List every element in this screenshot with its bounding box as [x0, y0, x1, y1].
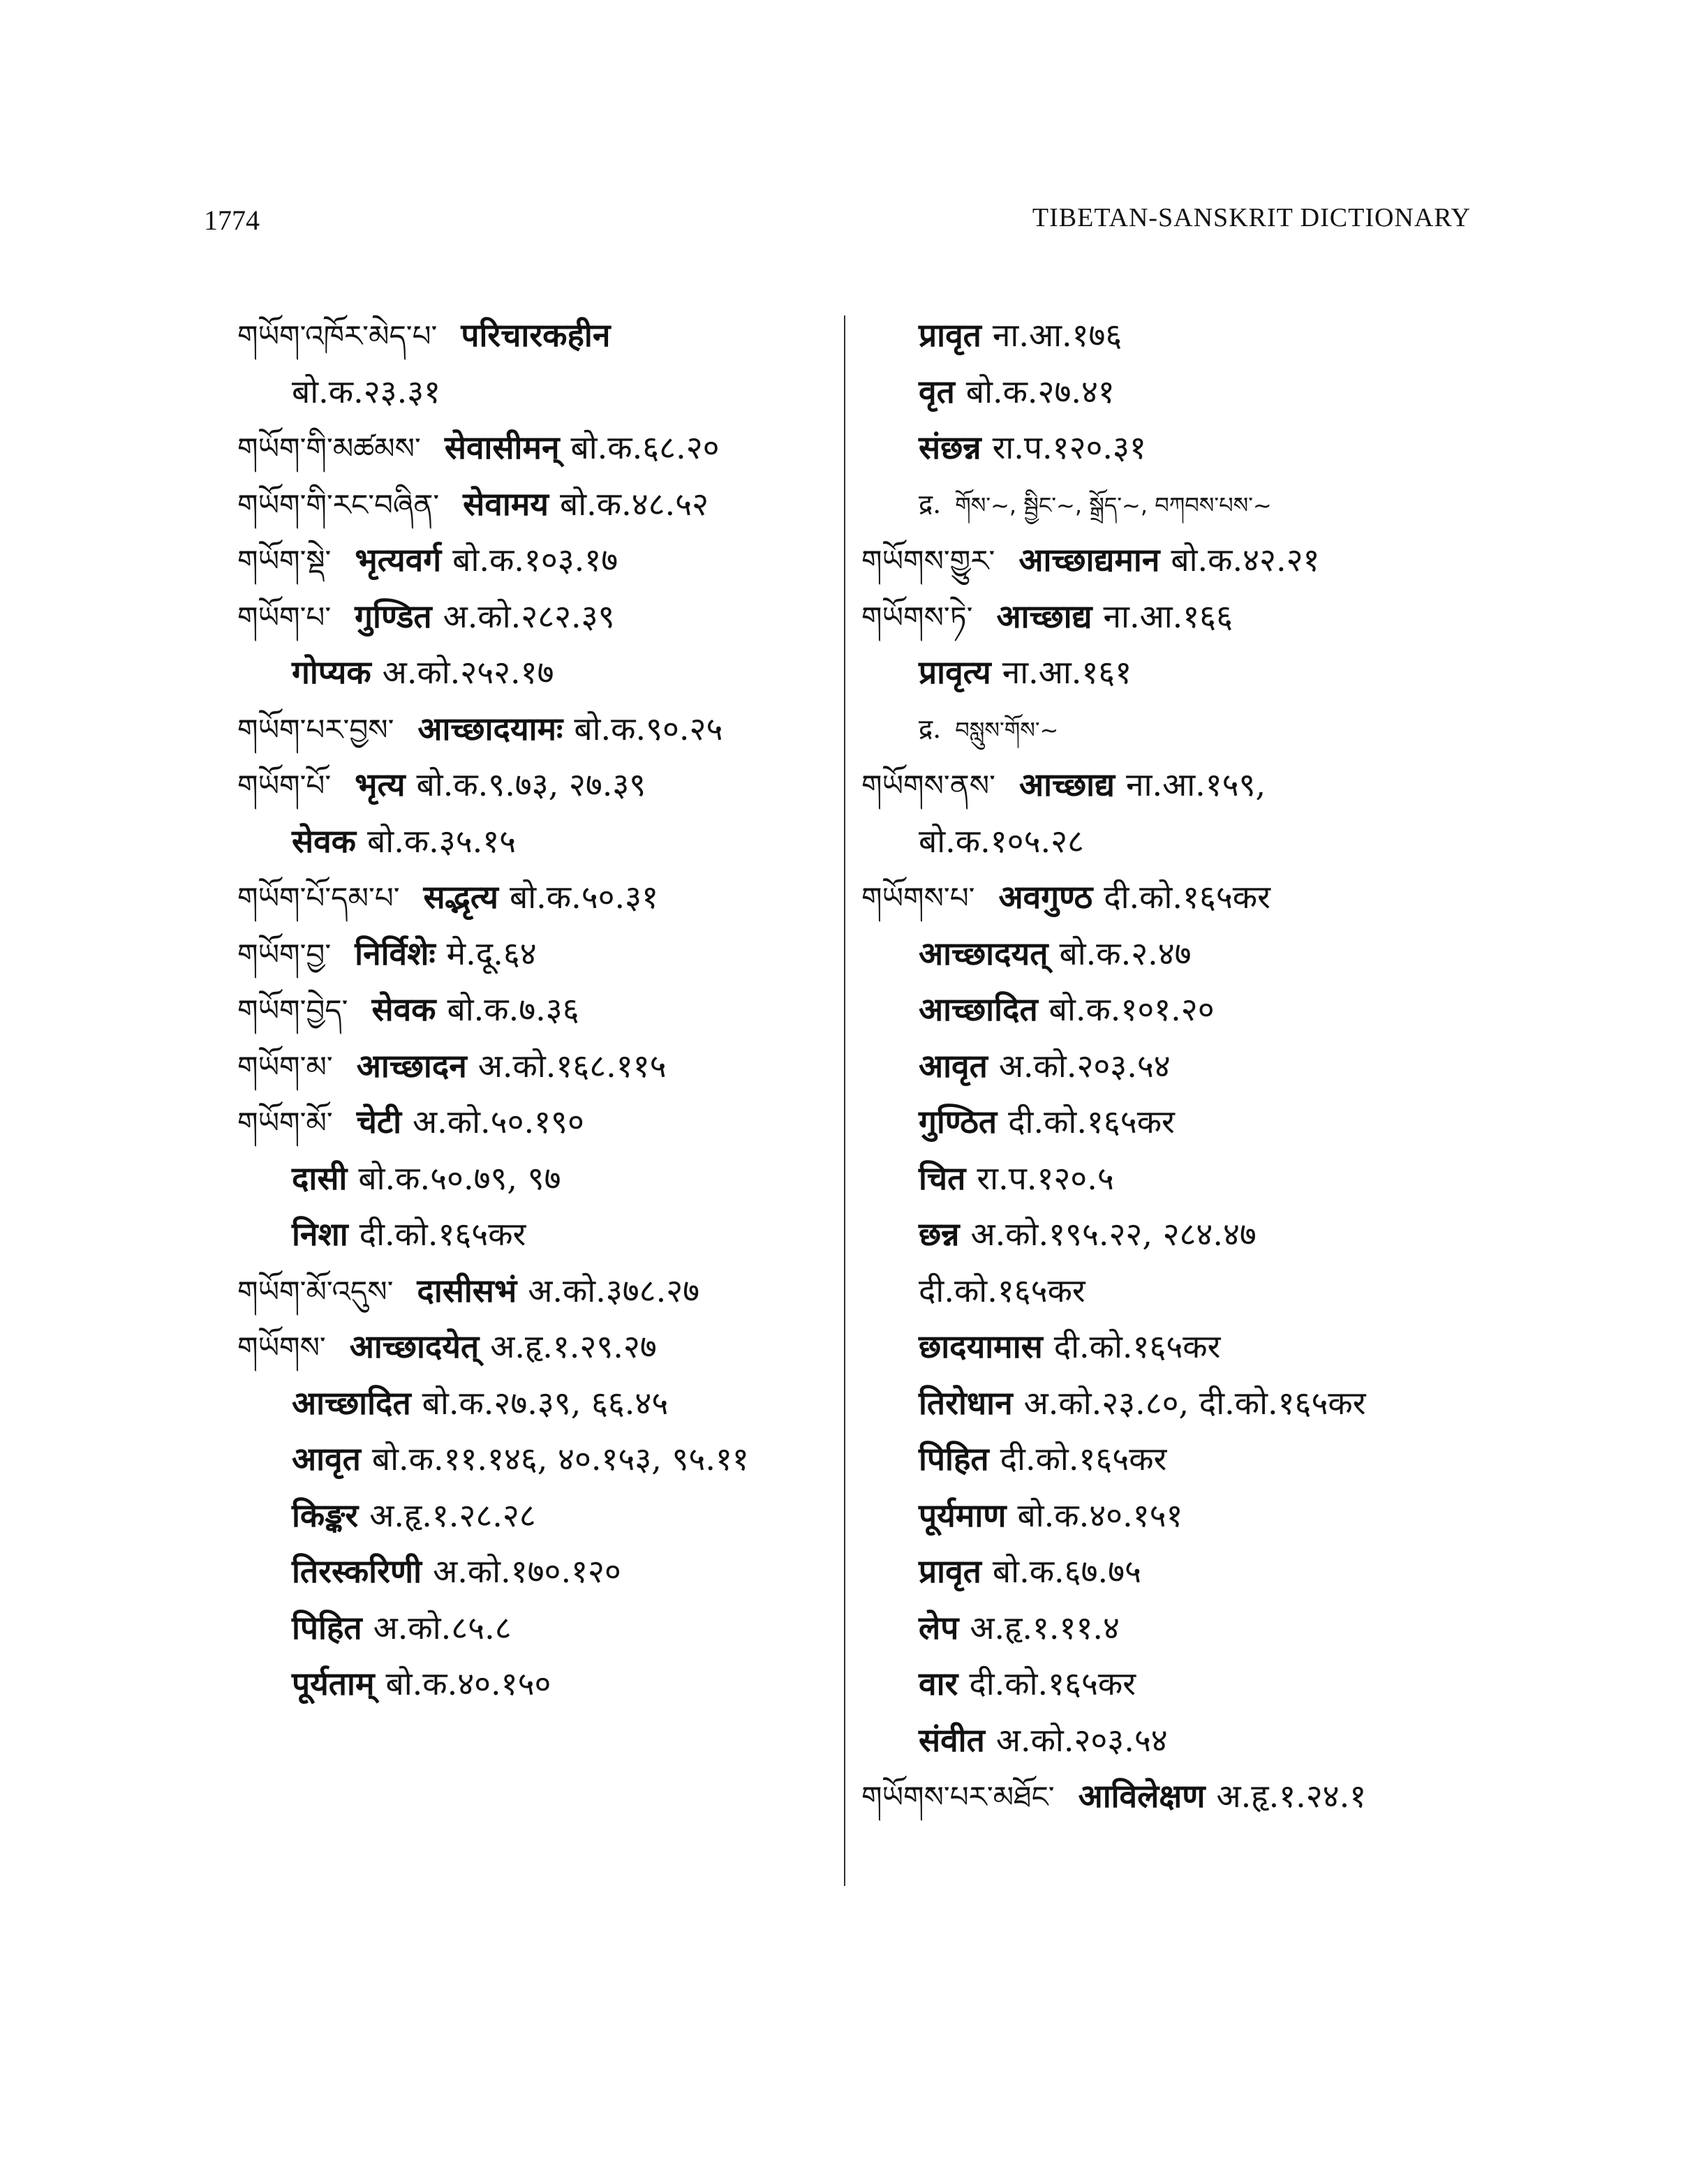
source-reference: बो.क.२७.३९, ६६.४५	[422, 1383, 669, 1422]
dictionary-entry-line	[861, 476, 1490, 533]
source-reference: अ.को.२५२.१७	[382, 653, 554, 691]
source-reference: ना.आ.१५९,	[1126, 766, 1266, 803]
source-reference: ना.आ.१६१	[1002, 653, 1132, 691]
column-divider	[844, 315, 845, 1886]
source-reference: बो.क.४०.१५१	[1017, 1496, 1183, 1534]
sanskrit-equivalent: सेवासीमन्	[444, 429, 560, 466]
source-reference: बो.क.६७.७५	[992, 1552, 1141, 1590]
dictionary-entry-line	[861, 532, 1490, 588]
dictionary-entry-line	[237, 1543, 817, 1600]
dictionary-entry-line	[861, 813, 1490, 870]
sanskrit-equivalent: संछन्न	[919, 429, 981, 466]
source-reference: बो.क.४२.२१	[1171, 541, 1320, 579]
dictionary-entry-line	[861, 757, 1490, 813]
source-reference: दी.को.१६५कर	[1008, 1103, 1175, 1141]
dictionary-entry-line	[237, 869, 817, 926]
dictionary-entry-line	[237, 1656, 817, 1712]
source-reference: बो.क.९.७३, २७.३९	[416, 766, 646, 803]
sanskrit-equivalent: दासीसभं	[417, 1271, 517, 1309]
dictionary-entry-line	[237, 307, 817, 364]
dictionary-entry-line	[861, 1375, 1490, 1432]
sanskrit-equivalent: भृत्यवर्ग	[355, 541, 442, 579]
source-reference: ना.आ.१७६	[992, 316, 1122, 354]
source-reference: ना.आ.१६६	[1103, 597, 1233, 635]
sanskrit-equivalent: प्रावृत	[919, 1552, 981, 1590]
dictionary-entry-line	[861, 1712, 1490, 1769]
sanskrit-equivalent: आवृत	[292, 1440, 361, 1478]
source-reference: दी.को.१६५कर	[1000, 1440, 1167, 1478]
source-reference: अ.को.५०.१९०	[413, 1103, 584, 1141]
dictionary-entry-line	[861, 701, 1490, 757]
tibetan-headword: གཡོག་མོ་	[237, 1106, 333, 1140]
dictionary-entry-line	[237, 1094, 817, 1150]
sanskrit-equivalent: पिहित	[292, 1608, 362, 1647]
dictionary-entry-line	[861, 926, 1490, 982]
dictionary-entry-line	[237, 981, 817, 1038]
source-reference: बो.क.४८.५२	[559, 484, 709, 523]
dictionary-entry-line	[237, 1487, 817, 1544]
sanskrit-equivalent: संवीत	[919, 1721, 985, 1759]
dictionary-entry-line	[861, 1038, 1490, 1094]
source-reference: बो.क.३५.१५	[367, 822, 517, 860]
sanskrit-equivalent: आच्छादयत्	[919, 934, 1048, 972]
tibetan-headword: གཡོགས་ནས་	[861, 768, 995, 803]
sanskrit-equivalent: तिरस्करिणी	[292, 1552, 422, 1590]
tibetan-headword: གཡོག་བྱེད་	[237, 993, 348, 1027]
sanskrit-equivalent: पूर्यताम्	[292, 1665, 375, 1702]
sanskrit-equivalent: सद्भृत्य	[423, 878, 498, 916]
dictionary-entry-line	[237, 419, 817, 476]
cross-reference-tibetan: བསླུས་གོས་~	[955, 716, 1059, 743]
dictionary-entry-line	[861, 1318, 1490, 1375]
source-reference: अ.हृ.१.२९.२७	[490, 1328, 657, 1365]
tibetan-headword: གཡོག་པ་	[237, 600, 332, 634]
dictionary-entry-line	[237, 1150, 817, 1207]
sanskrit-equivalent: लेप	[919, 1608, 959, 1647]
sanskrit-equivalent: चेटी	[356, 1103, 402, 1141]
dictionary-entry-line	[237, 1600, 817, 1656]
source-reference: अ.को.८५.८	[373, 1608, 512, 1647]
dictionary-entry-line	[861, 981, 1490, 1038]
source-reference: बो.क.५०.३१	[509, 878, 658, 916]
sanskrit-equivalent: सेवक	[292, 822, 357, 860]
dictionary-entry-line	[861, 644, 1490, 701]
source-reference: अ.को.१६८.११५	[477, 1046, 667, 1085]
dictionary-entry-line	[237, 644, 817, 701]
running-title: TIBETAN-SANSKRIT DICTIONARY	[1032, 203, 1471, 232]
source-reference: अ.को.१७०.१२०	[433, 1552, 621, 1590]
sanskrit-equivalent: छन्न	[919, 1215, 960, 1253]
source-reference: अ.को.२०३.५४	[998, 1046, 1171, 1085]
sanskrit-equivalent: आच्छाद्यमान	[1018, 541, 1160, 579]
source-reference: रा.प.१२०.३१	[992, 429, 1146, 466]
dictionary-entry-line	[861, 1656, 1490, 1712]
tibetan-headword: གཡོགས་པ་	[861, 881, 975, 915]
cross-reference-marker: द्र.	[919, 713, 942, 744]
source-reference: अ.हृ.१.२८.२८	[369, 1496, 536, 1534]
tibetan-headword: གཡོག་པོ་དམ་པ་	[237, 881, 400, 915]
sanskrit-equivalent: निर्विशेः	[355, 934, 436, 972]
tibetan-headword: གཡོག་གི་རང་བཞིན་	[237, 487, 440, 522]
dictionary-entry-line	[237, 532, 817, 588]
sanskrit-equivalent: गुण्डित	[355, 597, 432, 635]
tibetan-headword: གཡོག་བྱ་	[237, 937, 332, 972]
dictionary-entry-line	[861, 307, 1490, 364]
tibetan-headword: གཡོག་གི་མཚམས་	[237, 431, 421, 466]
dictionary-entry-line	[861, 1150, 1490, 1207]
source-reference: बो.क.५०.७९, ९७	[358, 1159, 561, 1197]
tibetan-headword: གཡོགས་ཏེ་	[861, 600, 973, 634]
dictionary-entry-line	[861, 1263, 1490, 1319]
source-reference: बो.क.२७.४१	[965, 372, 1115, 410]
sanskrit-equivalent: आच्छादित	[919, 990, 1038, 1028]
source-reference: दी.को.१६५कर	[1053, 1328, 1221, 1365]
sanskrit-equivalent: आवृत	[919, 1046, 988, 1085]
tibetan-headword: གཡོག་མ་	[237, 1049, 333, 1084]
right-column	[861, 307, 1490, 1825]
sanskrit-equivalent: पूर्यमाण	[919, 1496, 1007, 1534]
sanskrit-equivalent: प्रावृत्य	[919, 653, 991, 691]
sanskrit-equivalent: सेवक	[371, 990, 436, 1028]
dictionary-entry-line	[861, 1543, 1490, 1600]
dictionary-entry-line	[237, 1263, 817, 1319]
dictionary-entry-line	[861, 364, 1490, 420]
source-reference: दी.को.१६५कर	[359, 1215, 526, 1253]
dictionary-entry-line	[237, 1206, 817, 1263]
source-reference: दी.को.१६५कर	[1104, 878, 1270, 916]
dictionary-entry-line	[861, 1600, 1490, 1656]
sanskrit-equivalent: आच्छाद्य	[996, 597, 1092, 635]
left-column	[237, 307, 817, 1712]
page-number: 1774	[204, 205, 260, 236]
source-reference: बो.क.२.४७	[1059, 934, 1192, 972]
source-reference: दी.को.१६५कर	[969, 1665, 1136, 1702]
dictionary-entry-line	[861, 1206, 1490, 1263]
sanskrit-equivalent: गोप्यक	[292, 653, 371, 691]
dictionary-entry-line	[237, 1038, 817, 1094]
source-reference: रा.प.१२०.५	[977, 1159, 1114, 1197]
source-reference: बो.क.७.३६	[447, 990, 579, 1028]
dictionary-entry-line	[237, 1431, 817, 1487]
dictionary-entry-line	[861, 1768, 1490, 1825]
sanskrit-equivalent: दासी	[292, 1159, 348, 1197]
dictionary-entry-line	[861, 1094, 1490, 1150]
sanskrit-equivalent: आच्छादयेत्	[349, 1328, 480, 1365]
dictionary-entry-line	[861, 1487, 1490, 1544]
source-reference: बो.क.४०.१५०	[385, 1665, 551, 1702]
sanskrit-equivalent: आच्छादयामः	[417, 709, 563, 748]
sanskrit-equivalent: आविलेक्षण	[1078, 1777, 1206, 1815]
source-reference: अ.को.१९५.२२, २८४.४७	[970, 1215, 1257, 1253]
source-reference: बो.क.२३.३१	[292, 372, 441, 410]
sanskrit-equivalent: भृत्य	[355, 766, 406, 803]
dictionary-entry-line	[861, 588, 1490, 645]
source-reference: बो.क.१०५.२८	[919, 822, 1084, 860]
sanskrit-equivalent: निशा	[292, 1215, 348, 1253]
source-reference: बो.क.६८.२०	[570, 429, 720, 466]
source-reference: अ.को.३७८.२७	[528, 1271, 700, 1309]
source-reference: बो.क.१०१.२०	[1048, 990, 1215, 1028]
dictionary-entry-line	[237, 757, 817, 813]
source-reference: अ.हृ.१.२४.१	[1216, 1777, 1367, 1815]
tibetan-headword: གཡོག་སྡེ་	[237, 544, 332, 578]
dictionary-entry-line	[237, 476, 817, 533]
source-reference: अ.को.२३.८०, दी.को.१६५कर	[1023, 1383, 1366, 1422]
tibetan-headword: གཡོག་འཁོར་མེད་པ་	[237, 319, 438, 353]
dictionary-entry-line	[237, 364, 817, 420]
sanskrit-equivalent: चित	[919, 1159, 966, 1197]
tibetan-headword: གཡོག་པོ་	[237, 768, 332, 803]
sanskrit-equivalent: आच्छादन	[356, 1046, 467, 1085]
source-reference: अ.को.२०३.५४	[995, 1721, 1168, 1759]
source-reference: अ.हृ.१.११.४	[970, 1608, 1120, 1647]
tibetan-headword: གཡོགས་	[237, 1330, 326, 1365]
sanskrit-equivalent: छादयामास	[919, 1328, 1043, 1365]
sanskrit-equivalent: तिरोधान	[919, 1383, 1013, 1422]
source-reference: दी.को.१६५कर	[919, 1271, 1085, 1309]
source-reference: बो.क.९०.२५	[574, 709, 723, 748]
sanskrit-equivalent: वार	[919, 1665, 958, 1702]
dictionary-entry-line	[861, 1431, 1490, 1487]
source-reference: मे.दू.६४	[446, 934, 537, 972]
tibetan-headword: གཡོག་མོ་འདུས་	[237, 1274, 394, 1309]
source-reference: बो.क.११.१४६, ४०.१५३, ९५.११	[371, 1440, 749, 1478]
sanskrit-equivalent: सेवामय	[463, 484, 549, 523]
sanskrit-equivalent: परिचारकहीन	[461, 316, 611, 354]
dictionary-entry-line	[861, 419, 1490, 476]
dictionary-entry-line	[237, 588, 817, 645]
dictionary-entry-line	[237, 926, 817, 982]
cross-reference-marker: द्र.	[919, 488, 942, 519]
source-reference: बो.क.१०३.१७	[452, 541, 618, 579]
tibetan-headword: གཡོགས་པར་མཐོང་	[861, 1780, 1055, 1814]
dictionary-entry-line	[237, 1375, 817, 1432]
dictionary-entry-line	[237, 1318, 817, 1375]
dictionary-entry-line	[237, 701, 817, 757]
sanskrit-equivalent: आच्छादित	[292, 1383, 411, 1422]
source-reference: अ.को.२८२.३९	[443, 597, 615, 635]
sanskrit-equivalent: अवगुण्ठ	[998, 878, 1093, 916]
sanskrit-equivalent: आच्छाद्य	[1018, 766, 1115, 803]
dictionary-entry-line	[237, 813, 817, 870]
sanskrit-equivalent: पिहित	[919, 1440, 989, 1478]
sanskrit-equivalent: किङ्कर	[292, 1496, 359, 1534]
cross-reference-tibetan: གོས་~, སྦྱིང་~, སྒྲོད་~, བཀབས་པས་~	[955, 491, 1272, 519]
dictionary-entry-line	[861, 869, 1490, 926]
tibetan-headword: གཡོགས་གྱུར་	[861, 544, 995, 578]
sanskrit-equivalent: प्रावृत	[919, 316, 981, 354]
sanskrit-equivalent: गुण्ठित	[919, 1103, 998, 1141]
tibetan-headword: གཡོག་པར་བྱས་	[237, 712, 394, 747]
sanskrit-equivalent: वृत	[919, 372, 955, 410]
